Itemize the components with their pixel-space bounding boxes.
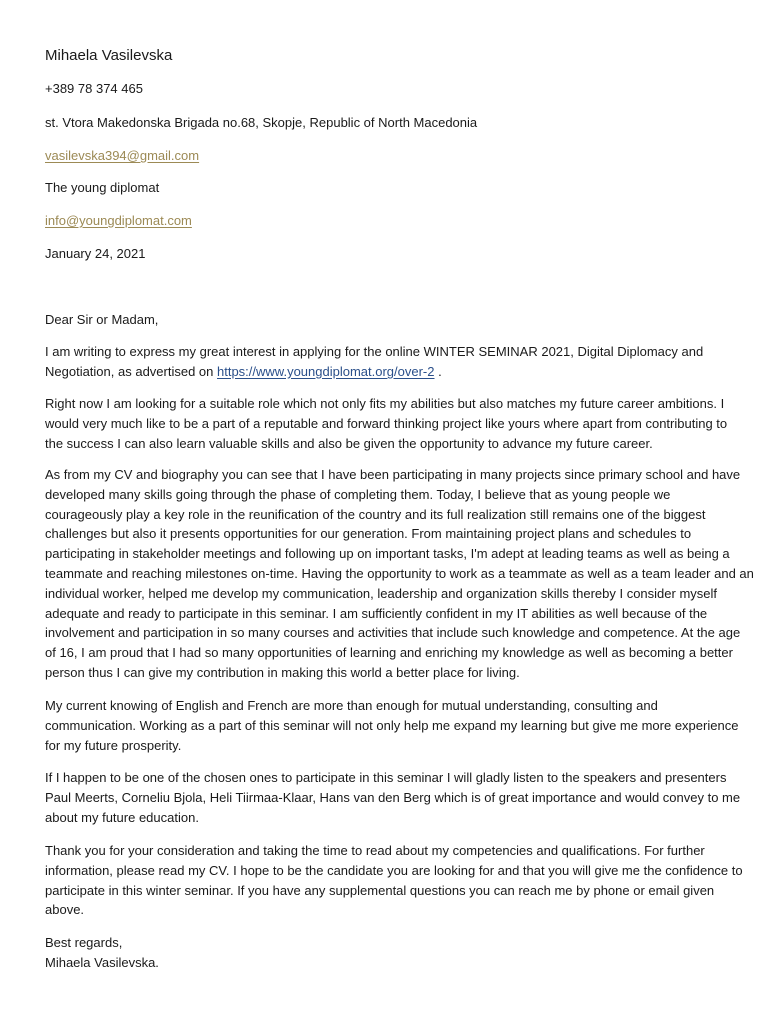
paragraph-line: involvement and participation in so many courses and activities that include such knowledge and competence. At the age [45,625,741,641]
closing-block [45,933,727,973]
sender-email-link[interactable]: vasilevska394@gmail.com [45,148,200,163]
seminar-link[interactable]: https://www.youngdiplomat.org/over-2 [217,363,435,379]
paragraph-line: about my future education. [45,809,199,825]
sender-name: Mihaela Vasilevska [45,47,173,64]
paragraph-line: teammate and reaching milestones on-time. Having the opportunity to work as a teammate as well as a team leader and an [45,565,754,581]
paragraph-line: for my future prosperity. [45,737,182,753]
paragraph-line: of 16, I am proud that I had so many opportunities of learning and enriching my knowledge as well as becoming a better [45,645,733,661]
paragraph-line: information, please read my CV. I hope to be the candidate you are looking for and that you will give me the confidence to [45,862,743,878]
sender-address: st. Vtora Makedonska Brigada no.68, Skopje, Republic of North Macedonia [45,115,478,130]
paragraph-line: communication. Working as a part of this seminar will not only help me expand my learning but give me more experience [45,717,739,733]
paragraph-line: participate in this winter seminar. If you have any supplemental questions you can reach me by phone or email given [45,882,715,898]
recipient-email-link[interactable]: info@youngdiplomat.com [45,213,192,228]
intro-line-1: I am writing to express my great interest in applying for the online WINTER SEMINAR 2021, Digital Diplomacy and [45,344,704,359]
paragraph-speakers [45,768,741,827]
paragraph-line: Thank you for your consideration and taking the time to read about my competencies and qualifications. For further [45,843,705,858]
sender-email-line [45,146,199,166]
intro-paragraph [45,342,727,382]
paragraph-line: challenges but also it presents opportunities for our generation. From maintaining project plans and schedules to [45,526,692,542]
paragraph-line: developed many skills going through the phase of completing them. Today, I believe that as young people we [45,486,671,502]
paragraph-languages [45,696,739,755]
paragraph-line: above. [45,902,85,918]
paragraph-line: adequate and ready to participate in this seminar. I am sufficiently confident in my IT abilities as well because of the [45,605,708,621]
salutation: Dear Sir or Madam, [45,312,159,327]
intro-suffix: . [434,363,442,379]
sender-phone: +389 78 374 465 [45,81,143,96]
paragraph-line: Right now I am looking for a suitable role which not only fits my abilities but also matches my future career ambitions. I [45,396,725,411]
paragraph-line: My current knowing of English and French are more than enough for mutual understanding, consulting and [45,698,658,713]
closing-signature: Mihaela Vasilevska. [45,954,159,970]
paragraph-experience [45,465,754,683]
paragraph-line: Paul Meerts, Corneliu Bjola, Heli Tiirmaa-Klaar, Hans van den Berg which is of great importance and would convey to me [45,789,741,805]
closing-regards: Best regards, [45,935,123,950]
paragraph-role [45,394,727,453]
letter-date: January 24, 2021 [45,246,146,261]
paragraph-line: participating in stakeholder meetings and following up on important tasks, I'm adept at leading teams as well as being a [45,546,730,562]
intro-line-2 [45,362,727,382]
paragraph-line: would very much like to be a part of a reputable and forward thinking project like yours where apart from contributing to [45,415,728,431]
paragraph-thanks [45,841,743,920]
paragraph-line: person thus I can give my contribution in making this world a better place for living. [45,664,520,680]
recipient-name: The young diplomat [45,180,160,195]
intro-prefix: Negotiation, as advertised on [45,363,217,379]
paragraph-line: the success I can also learn valuable skills and also be given the opportunity to advance my future career. [45,435,653,451]
paragraph-line: individual worker, helped me develop my communication, leadership and organization skills thereby I consider myself [45,585,718,601]
paragraph-line: If I happen to be one of the chosen ones to participate in this seminar I will gladly listen to the speakers and presenters [45,770,727,785]
paragraph-line: As from my CV and biography you can see that I have been participating in many projects since primary school and have [45,467,741,482]
paragraph-line: courageously play a key role in the reunification of the country and its full realization still remains one of the biggest [45,506,706,522]
recipient-email-line [45,211,192,231]
